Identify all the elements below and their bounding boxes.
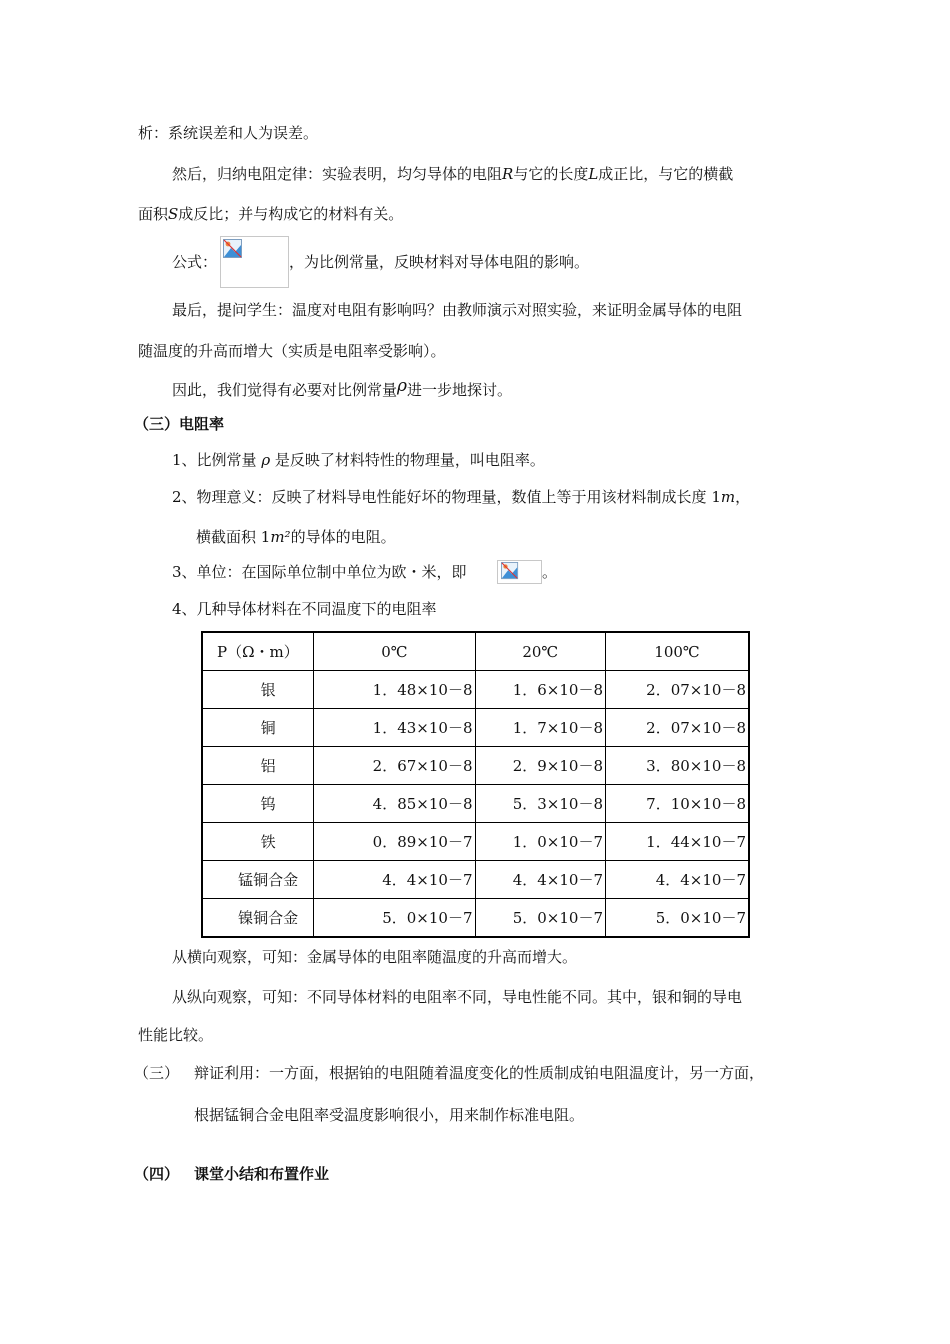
- list-item: [196, 527, 396, 547]
- value-cell: 4．4×10－7: [314, 861, 475, 899]
- text: 面积: [138, 205, 169, 223]
- list-item: [172, 562, 467, 582]
- text: 然后，归纳电阻定律：实验表明，均匀导体的电阻: [172, 165, 503, 183]
- table-row: [202, 899, 749, 938]
- text: 从横向观察，可知：金属导体的电阻率随温度的升高而增大。: [172, 948, 578, 966]
- text: 公式：: [172, 253, 218, 271]
- symbol-S: S: [168, 205, 179, 223]
- section-heading: [134, 414, 224, 434]
- section-label: （三）: [134, 1064, 180, 1082]
- text: 成正比，与它的横截: [598, 165, 734, 183]
- text: 根据锰铜合金电阻率受温度影响很小，用来制作标准电阻。: [194, 1106, 585, 1124]
- paragraph-line: [138, 1025, 213, 1045]
- value-cell: 5．0×10－7: [314, 899, 475, 938]
- value-cell: 1．7×10－8: [475, 709, 606, 747]
- value-cell: 2．9×10－8: [475, 747, 606, 785]
- header-cell: 0℃: [314, 632, 475, 671]
- table-body: [202, 632, 749, 937]
- paragraph-line: [172, 164, 733, 184]
- header-cell: P（Ω・m）: [202, 632, 314, 671]
- table-row: [202, 671, 749, 709]
- table-row: [202, 747, 749, 785]
- value-cell: 1．0×10－7: [475, 823, 606, 861]
- material-cell: 银: [202, 671, 314, 709]
- symbol-rho: ρ: [397, 376, 408, 396]
- value-cell: 3．80×10－8: [606, 747, 749, 785]
- paragraph-line: [172, 252, 217, 272]
- material-cell: 镍铜合金: [202, 899, 314, 938]
- text: 进一步地探讨。: [407, 381, 513, 399]
- material-cell: 铝: [202, 747, 314, 785]
- list-item: [172, 487, 750, 507]
- header-cell: 100℃: [606, 632, 749, 671]
- section-heading: [134, 1164, 179, 1184]
- paragraph-line: [134, 1063, 179, 1083]
- symbol-L: L: [588, 165, 599, 183]
- heading-label: （四）: [134, 1165, 180, 1183]
- list-item: [172, 450, 545, 470]
- heading-text: （三）电阻率: [134, 415, 225, 433]
- text: 。: [542, 563, 558, 581]
- paragraph-line: [138, 123, 318, 143]
- table-row: [202, 785, 749, 823]
- text: 3、单位：在国际单位制中单位为欧・米，即: [172, 563, 467, 581]
- unit-image-placeholder: [497, 560, 542, 584]
- value-cell: 2．07×10－8: [606, 709, 749, 747]
- value-cell: 4．4×10－7: [606, 861, 749, 899]
- table-row: [202, 823, 749, 861]
- symbol-R: R: [502, 165, 514, 183]
- text: 2、物理意义：反映了材料导电性能好坏的物理量，数值上等于用该材料制成长度 1: [172, 488, 721, 506]
- paragraph-line: [172, 376, 513, 400]
- resistivity-table: [201, 631, 750, 938]
- paragraph-line: [138, 341, 446, 361]
- value-cell: 1．48×10－8: [314, 671, 475, 709]
- paragraph-line: [172, 987, 742, 1007]
- text: 最后，提问学生：温度对电阻有影响吗？由教师演示对照实验，来证明金属导体的电阻: [172, 301, 743, 319]
- text: 辩证利用：一方面，根据铂的电阻随着温度变化的性质制成铂电阻温度计，另一方面，: [194, 1064, 765, 1082]
- text: 是反映了材料特性的物理量，叫电阻率。: [270, 451, 545, 469]
- material-cell: 铜: [202, 709, 314, 747]
- text: 1、比例常量: [172, 451, 262, 469]
- text: 的导体的电阻。: [290, 528, 396, 546]
- value-cell: 5．3×10－8: [475, 785, 606, 823]
- table-row: [202, 861, 749, 899]
- list-item: [542, 562, 557, 582]
- text: 与它的长度: [513, 165, 589, 183]
- paragraph-line: [194, 1063, 764, 1083]
- value-cell: 1．6×10－8: [475, 671, 606, 709]
- text: 4、几种导体材料在不同温度下的电阻率: [172, 600, 437, 618]
- unit-m2: m²: [270, 528, 291, 546]
- value-cell: 2．07×10－8: [606, 671, 749, 709]
- paragraph-line: [194, 1105, 584, 1125]
- text: 成反比；并与构成它的材料有关。: [178, 205, 404, 223]
- symbol-rho: ρ: [261, 451, 271, 469]
- value-cell: 5．0×10－7: [606, 899, 749, 938]
- material-cell: 钨: [202, 785, 314, 823]
- text: 横截面积 1: [196, 528, 271, 546]
- list-item: [172, 599, 437, 619]
- material-cell: 锰铜合金: [202, 861, 314, 899]
- header-cell: 20℃: [475, 632, 606, 671]
- broken-image-icon: [500, 562, 520, 580]
- text: 从纵向观察，可知：不同导体材料的电阻率不同，导电性能不同。其中，银和铜的导电: [172, 988, 743, 1006]
- value-cell: 5．0×10－7: [475, 899, 606, 938]
- paragraph-line: [138, 204, 403, 224]
- text: 性能比较。: [138, 1026, 214, 1044]
- broken-image-icon: [223, 239, 243, 259]
- value-cell: 0．89×10－7: [314, 823, 475, 861]
- text: ，为比例常量，反映材料对导体电阻的影响。: [289, 253, 590, 271]
- value-cell: 2．67×10－8: [314, 747, 475, 785]
- value-cell: 7．10×10－8: [606, 785, 749, 823]
- table-header-row: [202, 632, 749, 671]
- value-cell: 4．4×10－7: [475, 861, 606, 899]
- table-row: [202, 709, 749, 747]
- text: 随温度的升高而增大（实质是电阻率受影响）。: [138, 342, 446, 360]
- text: ，: [735, 488, 751, 506]
- paragraph-line: [172, 947, 577, 967]
- formula-image-placeholder: [220, 236, 289, 288]
- value-cell: 1．44×10－7: [606, 823, 749, 861]
- value-cell: 4．85×10－8: [314, 785, 475, 823]
- value-cell: 1．43×10－8: [314, 709, 475, 747]
- heading-text: 课堂小结和布置作业: [194, 1165, 330, 1183]
- unit-m: m: [720, 488, 736, 506]
- text: 析：系统误差和人为误差。: [138, 124, 319, 142]
- section-heading: [194, 1164, 329, 1184]
- text: 因此，我们觉得有必要对比例常量: [172, 381, 398, 399]
- paragraph-line: [289, 252, 589, 272]
- material-cell: 铁: [202, 823, 314, 861]
- paragraph-line: [172, 300, 742, 320]
